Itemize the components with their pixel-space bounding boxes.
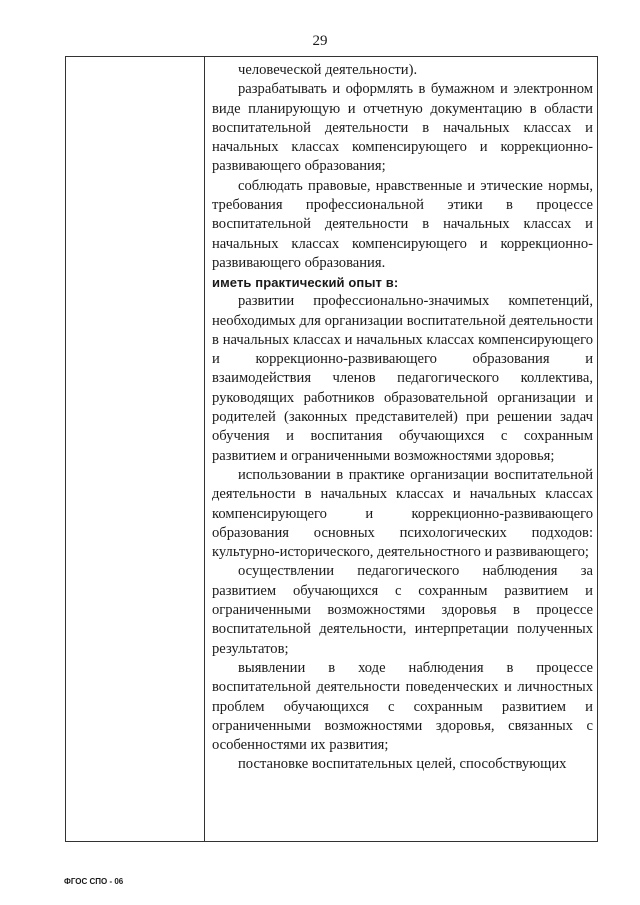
paragraph-approaches: использовании в практике организации воспитательной деятельности в начальных классах и начальных классах компенсирующего и коррекционно-развивающего образования основных психологических подходов: культурно-исторического, деятельностного и развивающего; <box>212 466 593 561</box>
paragraph-competencies: развитии профессионально-значимых компетенций, необходимых для организации воспитательной деятельности в начальных классах и начальных классах компенсирующего и коррекционно-развивающего образования и взаимодействия членов педагогического коллектива, руководящих работников образовательной организации и родителей (законных представителей) при решении задач обучения и воспитания обучающихся с сохранным развитием и ограниченными возможностями здоровья; <box>212 293 593 464</box>
paragraph-ethics: соблюдать правовые, нравственные и этические нормы, требования профессиональной этики в процессе воспитательной деятельности в начальных классах и начальных классах компенсирующего и коррекционно-развивающего образования. <box>212 177 593 271</box>
table-left-column <box>66 57 205 841</box>
paragraph-documentation: разрабатывать и оформлять в бумажном и электронном виде планирующую и отчетную документацию в области воспитательной деятельности в начальных классах и начальных классах компенсирующего и коррекционно-развивающего образования; <box>212 81 593 175</box>
footer-label: ФГОС СПО - 06 <box>64 877 124 886</box>
page-number: 29 <box>312 33 328 49</box>
paragraph-observation: осуществлении педагогического наблюдения за развитием обучающихся с сохранным развитием и ограниченными возможностями здоровья в процессе воспитательной деятельности, интерпретации полученных результатов; <box>212 563 593 657</box>
paragraph-identification: выявлении в ходе наблюдения в процессе воспитательной деятельности поведенческих и личностных проблем обучающихся с сохранным развитием и ограниченными возможностями здоровья, связанных с особенностями их развития; <box>212 659 593 754</box>
paragraph-goals: постановке воспитательных целей, способствующих <box>238 756 567 773</box>
lead-fragment: человеческой деятельности). <box>238 62 418 78</box>
standards-table <box>65 56 598 842</box>
table-right-column <box>205 57 597 841</box>
section-heading: иметь практический опыт в: <box>212 275 399 291</box>
